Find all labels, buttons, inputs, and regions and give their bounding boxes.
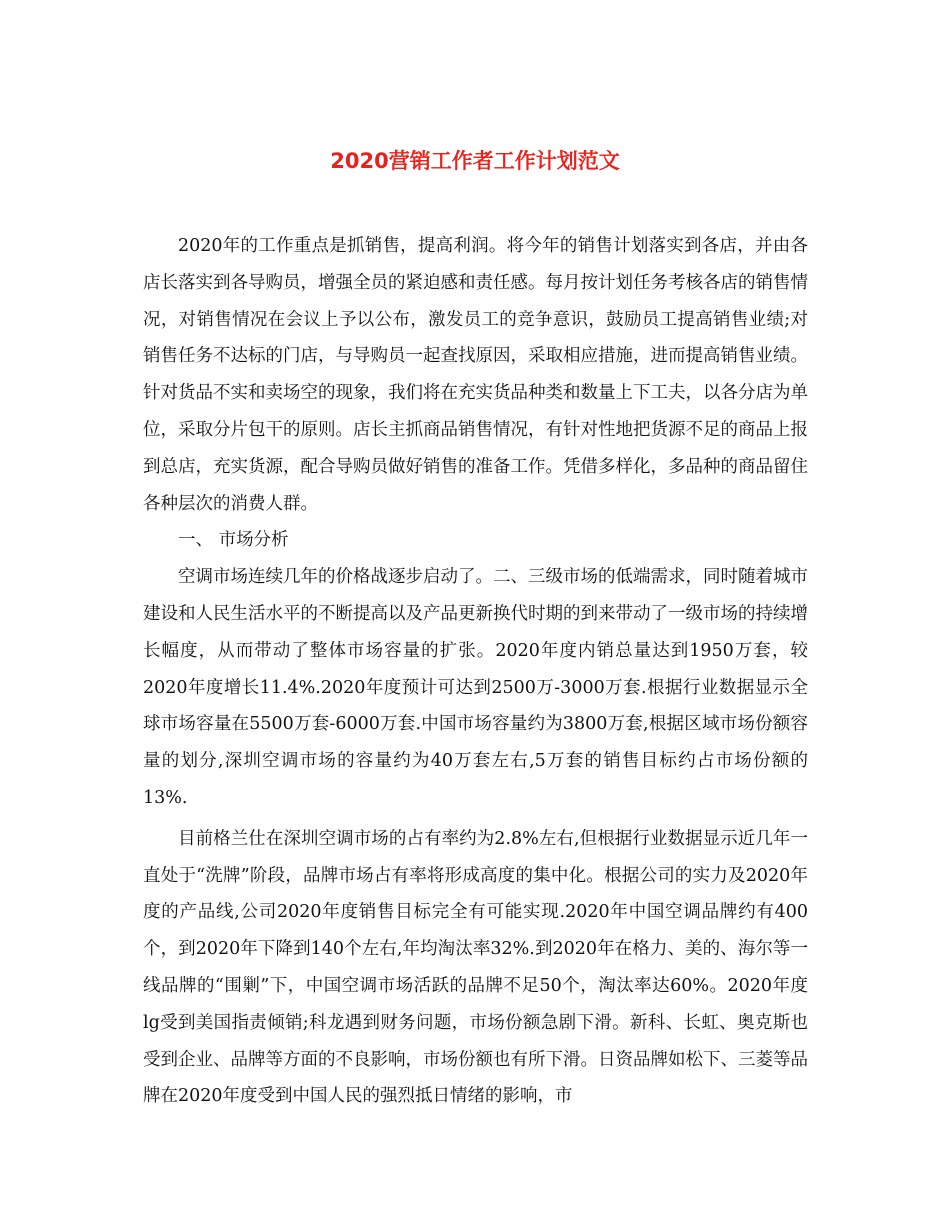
paragraph-sales-focus: 2020年的工作重点是抓销售，提高利润。将今年的销售计划落实到各店，并由各店长落实到各导购员，增强全员的紧迫感和责任感。每月按计划任务考核各店的销售情况，对销售情况在会议上予以公布，激发员工的竞争意识，鼓励员工提高销售业绩;对销售任务不达标的门店，与导购员一起查找原因，采取相应措施，进而提高销售业绩。针对货品不实和卖场空的现象，我们将在充实货品种类和数量上下工夫，以各分店为单位，采取分片包干的原则。店长主抓商品销售情况，有针对性地把货源不足的商品上报到总店，充实货源，配合导购员做好销售的准备工作。凭借多样化，多品种的商品留住各种层次的消费人群。	[143, 236, 808, 514]
section-heading-market-analysis: 一、 市场分析	[178, 530, 289, 551]
document-body	[143, 228, 808, 1115]
paragraph-market-capacity: 空调市场连续几年的价格战逐步启动了。二、三级市场的低端需求，同时随着城市建设和人民生活水平的不断提高以及产品更新换代时期的到来带动了一级市场的持续增长幅度，从而带动了整体市场容量的扩张。2020年度内销总量达到1950万套，较2020年度增长11.4%.2020年度预计可达到2500万-3000万套.根据行业数据显示全球市场容量在5500万套-6000万套.中国市场容量约为3800万套,根据区域市场份额容量的划分,深圳空调市场的容量约为40万套左右,5万套的销售目标约占市场份额的13%.	[143, 567, 808, 808]
page-title: 2020营销工作者工作计划范文	[330, 149, 620, 173]
paragraph-brand-share: 目前格兰仕在深圳空调市场的占有率约为2.8%左右,但根据行业数据显示近几年一直处于“洗牌”阶段，品牌市场占有率将形成高度的集中化。根据公司的实力及2020年度的产品线,公司2020年度销售目标完全有可能实现.2020年中国空调品牌约有400个，到2020年下降到140个左右,年均淘汰率32%.到2020年在格力、美的、海尔等一线品牌的“围剿”下，中国空调市场活跃的品牌不足50个，淘汰率达60%。2020年度lg受到美国指责倾销;科龙遇到财务问题，市场份额急剧下滑。新科、长虹、奥克斯也受到企业、品牌等方面的不良影响，市场份额也有所下滑。日资品牌如松下、三菱等品牌在2020年度受到中国人民的强烈抵日情绪的影响，市	[143, 828, 808, 1107]
